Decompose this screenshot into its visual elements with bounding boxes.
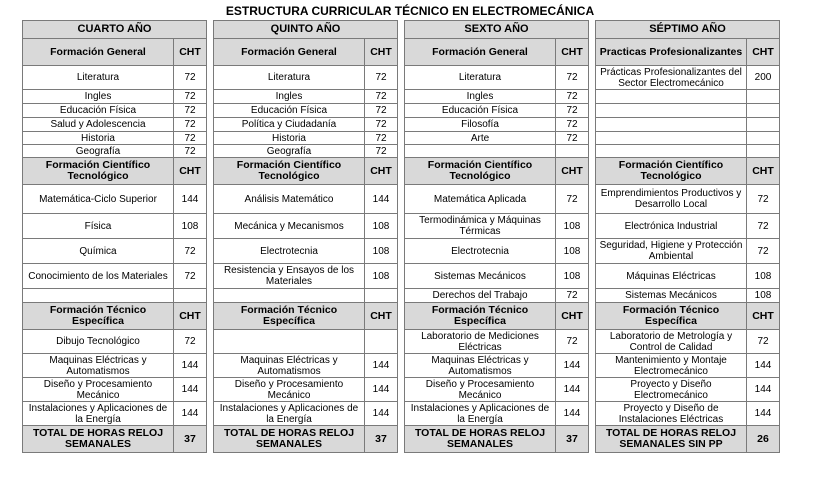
subject-cell (214, 330, 365, 354)
subject-cell: Laboratorio de Metrología y Control de Calidad (596, 330, 747, 354)
subject-cell: Historia (214, 132, 365, 145)
subject-cell: Máquinas Eléctricas (596, 264, 747, 289)
hours-cell: 144 (556, 354, 589, 378)
column-gap (589, 145, 596, 158)
hours-cell: 144 (747, 378, 780, 402)
hours-cell: 108 (556, 239, 589, 264)
subject-cell: Análisis Matemático (214, 185, 365, 214)
hours-cell: 72 (174, 104, 207, 118)
subject-cell: Ingles (214, 90, 365, 104)
column-gap (398, 214, 405, 239)
subject-cell: Diseño y Procesamiento Mecánico (405, 378, 556, 402)
subject-cell: Arte (405, 132, 556, 145)
hours-cell: 72 (174, 66, 207, 90)
column-gap (207, 104, 214, 118)
totals-row (23, 426, 780, 453)
subject-cell: Literatura (405, 66, 556, 90)
subject-cell: Literatura (214, 66, 365, 90)
cht-header: CHT (556, 158, 589, 185)
table-row (23, 145, 780, 158)
cht-header: CHT (556, 39, 589, 66)
curriculum-table (22, 20, 780, 453)
column-gap (589, 214, 596, 239)
subject-cell: Geografía (23, 145, 174, 158)
subject-cell: Proyecto y Diseño de Instalaciones Eléctricas (596, 402, 747, 426)
column-gap (589, 264, 596, 289)
table-row (23, 104, 780, 118)
hours-cell (747, 132, 780, 145)
table-row (23, 66, 780, 90)
hours-cell: 72 (556, 289, 589, 303)
hours-cell: 72 (747, 214, 780, 239)
column-gap (207, 239, 214, 264)
table-row (23, 118, 780, 132)
subject-cell: Mecánica y Mecanismos (214, 214, 365, 239)
subject-cell: Mantenimiento y Montaje Electromecánico (596, 354, 747, 378)
column-gap (207, 330, 214, 354)
hours-cell: 108 (556, 214, 589, 239)
table-row (23, 185, 780, 214)
section-header: Formación General (214, 39, 365, 66)
subject-cell: Salud y Adolescencia (23, 118, 174, 132)
column-gap (207, 185, 214, 214)
column-gap (589, 354, 596, 378)
total-label: TOTAL DE HORAS RELOJ SEMANALES (405, 426, 556, 453)
subject-cell: Matemática Aplicada (405, 185, 556, 214)
hours-cell: 108 (365, 239, 398, 264)
hours-cell: 144 (174, 402, 207, 426)
hours-cell: 144 (365, 402, 398, 426)
cht-header: CHT (174, 303, 207, 330)
hours-cell: 144 (365, 378, 398, 402)
subject-cell (596, 118, 747, 132)
cht-header: CHT (174, 158, 207, 185)
hours-cell: 144 (174, 378, 207, 402)
column-gap (398, 104, 405, 118)
hours-cell: 72 (556, 330, 589, 354)
subject-cell: Sistemas Mecánicos (405, 264, 556, 289)
year-header: QUINTO AÑO (214, 21, 398, 39)
subject-cell: Historia (23, 132, 174, 145)
column-gap (207, 132, 214, 145)
column-gap (398, 378, 405, 402)
hours-cell: 72 (174, 90, 207, 104)
hours-cell: 72 (556, 66, 589, 90)
subject-cell: Educación Física (23, 104, 174, 118)
section-header-row (23, 158, 780, 185)
subject-cell: Geografía (214, 145, 365, 158)
hours-cell (747, 90, 780, 104)
total-value: 37 (174, 426, 207, 453)
column-gap (398, 66, 405, 90)
column-gap (398, 289, 405, 303)
subject-cell (214, 289, 365, 303)
column-gap (207, 158, 214, 185)
section-header: Practicas Profesionalizantes (596, 39, 747, 66)
column-gap (398, 426, 405, 453)
hours-cell: 72 (174, 239, 207, 264)
hours-cell: 72 (174, 330, 207, 354)
section-header: Formación Técnico Específica (214, 303, 365, 330)
column-gap (589, 66, 596, 90)
column-gap (589, 303, 596, 330)
table-row (23, 402, 780, 426)
column-gap (207, 354, 214, 378)
hours-cell: 72 (365, 118, 398, 132)
column-gap (398, 303, 405, 330)
column-gap (589, 239, 596, 264)
column-gap (589, 21, 596, 39)
column-gap (398, 132, 405, 145)
subject-cell: Resistencia y Ensayos de los Materiales (214, 264, 365, 289)
table-row (23, 264, 780, 289)
hours-cell (365, 289, 398, 303)
column-gap (398, 185, 405, 214)
hours-cell (556, 145, 589, 158)
column-gap (207, 39, 214, 66)
table-row (23, 354, 780, 378)
total-value: 37 (556, 426, 589, 453)
hours-cell (747, 104, 780, 118)
hours-cell: 108 (365, 264, 398, 289)
section-header-row (23, 39, 780, 66)
hours-cell (174, 289, 207, 303)
subject-cell (23, 289, 174, 303)
hours-cell: 144 (365, 354, 398, 378)
hours-cell: 72 (365, 145, 398, 158)
table-row (23, 330, 780, 354)
column-gap (207, 21, 214, 39)
subject-cell: Educación Física (214, 104, 365, 118)
column-gap (207, 402, 214, 426)
subject-cell: Maquinas Eléctricas y Automatismos (23, 354, 174, 378)
year-header-row (23, 21, 780, 39)
subject-cell: Electrónica Industrial (596, 214, 747, 239)
subject-cell (596, 132, 747, 145)
cht-header: CHT (365, 158, 398, 185)
hours-cell: 108 (556, 264, 589, 289)
subject-cell: Filosofía (405, 118, 556, 132)
column-gap (207, 214, 214, 239)
column-gap (398, 402, 405, 426)
subject-cell: Química (23, 239, 174, 264)
column-gap (398, 145, 405, 158)
hours-cell: 108 (365, 214, 398, 239)
hours-cell: 200 (747, 66, 780, 90)
subject-cell: Ingles (23, 90, 174, 104)
cht-header: CHT (747, 303, 780, 330)
hours-cell: 72 (747, 239, 780, 264)
column-gap (589, 402, 596, 426)
hours-cell: 108 (747, 289, 780, 303)
cht-header: CHT (174, 39, 207, 66)
column-gap (207, 145, 214, 158)
column-gap (207, 66, 214, 90)
subject-cell: Instalaciones y Aplicaciones de la Energía (405, 402, 556, 426)
column-gap (589, 378, 596, 402)
subject-cell: Conocimiento de los Materiales (23, 264, 174, 289)
subject-cell: Física (23, 214, 174, 239)
subject-cell: Prácticas Profesionalizantes del Sector Electromecánico (596, 66, 747, 90)
hours-cell: 108 (174, 214, 207, 239)
subject-cell: Proyecto y Diseño Electromecánico (596, 378, 747, 402)
column-gap (207, 289, 214, 303)
hours-cell: 72 (365, 104, 398, 118)
column-gap (589, 185, 596, 214)
subject-cell: Dibujo Tecnológico (23, 330, 174, 354)
column-gap (398, 239, 405, 264)
total-label: TOTAL DE HORAS RELOJ SEMANALES SIN PP (596, 426, 747, 453)
column-gap (398, 118, 405, 132)
column-gap (589, 330, 596, 354)
hours-cell: 144 (556, 402, 589, 426)
hours-cell: 144 (747, 402, 780, 426)
cht-header: CHT (556, 303, 589, 330)
hours-cell: 72 (556, 104, 589, 118)
subject-cell: Diseño y Procesamiento Mecánico (214, 378, 365, 402)
total-value: 37 (365, 426, 398, 453)
hours-cell: 72 (556, 118, 589, 132)
column-gap (589, 118, 596, 132)
hours-cell: 72 (174, 118, 207, 132)
hours-cell (747, 145, 780, 158)
hours-cell: 72 (365, 132, 398, 145)
hours-cell: 72 (747, 185, 780, 214)
column-gap (207, 118, 214, 132)
section-header: Formación Técnico Específica (23, 303, 174, 330)
subject-cell: Ingles (405, 90, 556, 104)
hours-cell: 144 (556, 378, 589, 402)
column-gap (589, 132, 596, 145)
hours-cell: 72 (556, 90, 589, 104)
hours-cell: 72 (365, 90, 398, 104)
subject-cell (405, 145, 556, 158)
subject-cell: Sistemas Mecánicos (596, 289, 747, 303)
subject-cell: Educación Física (405, 104, 556, 118)
hours-cell: 144 (174, 354, 207, 378)
column-gap (589, 39, 596, 66)
section-header-row (23, 303, 780, 330)
column-gap (207, 426, 214, 453)
column-gap (398, 21, 405, 39)
subject-cell: Instalaciones y Aplicaciones de la Energía (23, 402, 174, 426)
table-row (23, 289, 780, 303)
column-gap (398, 39, 405, 66)
hours-cell: 144 (365, 185, 398, 214)
hours-cell: 108 (747, 264, 780, 289)
year-header: SÉPTIMO AÑO (596, 21, 780, 39)
subject-cell: Termodinámica y Máquinas Térmicas (405, 214, 556, 239)
cht-header: CHT (747, 158, 780, 185)
subject-cell (596, 104, 747, 118)
hours-cell: 144 (747, 354, 780, 378)
document-title: ESTRUCTURA CURRICULAR TÉCNICO EN ELECTROMECÁNICA (225, 4, 595, 18)
subject-cell: Maquinas Eléctricas y Automatismos (214, 354, 365, 378)
subject-cell: Maquinas Eléctricas y Automatismos (405, 354, 556, 378)
subject-cell: Electrotecnia (214, 239, 365, 264)
column-gap (589, 426, 596, 453)
section-header: Formación Científico Tecnológico (214, 158, 365, 185)
hours-cell: 72 (556, 185, 589, 214)
table-row (23, 90, 780, 104)
table-row (23, 214, 780, 239)
cht-header: CHT (747, 39, 780, 66)
hours-cell: 72 (747, 330, 780, 354)
hours-cell: 144 (174, 185, 207, 214)
subject-cell: Matemática-Ciclo Superior (23, 185, 174, 214)
table-row (23, 378, 780, 402)
year-header: CUARTO AÑO (23, 21, 207, 39)
total-label: TOTAL DE HORAS RELOJ SEMANALES (23, 426, 174, 453)
column-gap (589, 289, 596, 303)
total-value: 26 (747, 426, 780, 453)
year-header: SEXTO AÑO (405, 21, 589, 39)
total-label: TOTAL DE HORAS RELOJ SEMANALES (214, 426, 365, 453)
column-gap (398, 330, 405, 354)
hours-cell: 72 (365, 66, 398, 90)
hours-cell: 72 (556, 132, 589, 145)
subject-cell: Electrotecnia (405, 239, 556, 264)
section-header: Formación Científico Tecnológico (596, 158, 747, 185)
section-header: Formación Científico Tecnológico (405, 158, 556, 185)
hours-cell: 72 (174, 264, 207, 289)
hours-cell: 72 (174, 145, 207, 158)
cht-header: CHT (365, 303, 398, 330)
subject-cell: Instalaciones y Aplicaciones de la Energía (214, 402, 365, 426)
column-gap (207, 378, 214, 402)
subject-cell: Laboratorio de Mediciones Eléctricas (405, 330, 556, 354)
curriculum-grid (22, 20, 780, 453)
column-gap (207, 303, 214, 330)
column-gap (589, 104, 596, 118)
subject-cell: Seguridad, Higiene y Protección Ambiental (596, 239, 747, 264)
section-header: Formación General (23, 39, 174, 66)
subject-cell (596, 90, 747, 104)
column-gap (398, 158, 405, 185)
subject-cell: Emprendimientos Productivos y Desarrollo Local (596, 185, 747, 214)
section-header: Formación General (405, 39, 556, 66)
hours-cell: 72 (174, 132, 207, 145)
table-row (23, 239, 780, 264)
column-gap (207, 90, 214, 104)
table-row (23, 132, 780, 145)
column-gap (589, 158, 596, 185)
column-gap (589, 90, 596, 104)
subject-cell (596, 145, 747, 158)
section-header: Formación Científico Tecnológico (23, 158, 174, 185)
subject-cell: Literatura (23, 66, 174, 90)
column-gap (398, 354, 405, 378)
subject-cell: Política y Ciudadanía (214, 118, 365, 132)
column-gap (207, 264, 214, 289)
subject-cell: Derechos del Trabajo (405, 289, 556, 303)
cht-header: CHT (365, 39, 398, 66)
section-header: Formación Técnico Específica (596, 303, 747, 330)
column-gap (398, 90, 405, 104)
hours-cell (747, 118, 780, 132)
subject-cell: Diseño y Procesamiento Mecánico (23, 378, 174, 402)
section-header: Formación Técnico Específica (405, 303, 556, 330)
column-gap (398, 264, 405, 289)
hours-cell (365, 330, 398, 354)
